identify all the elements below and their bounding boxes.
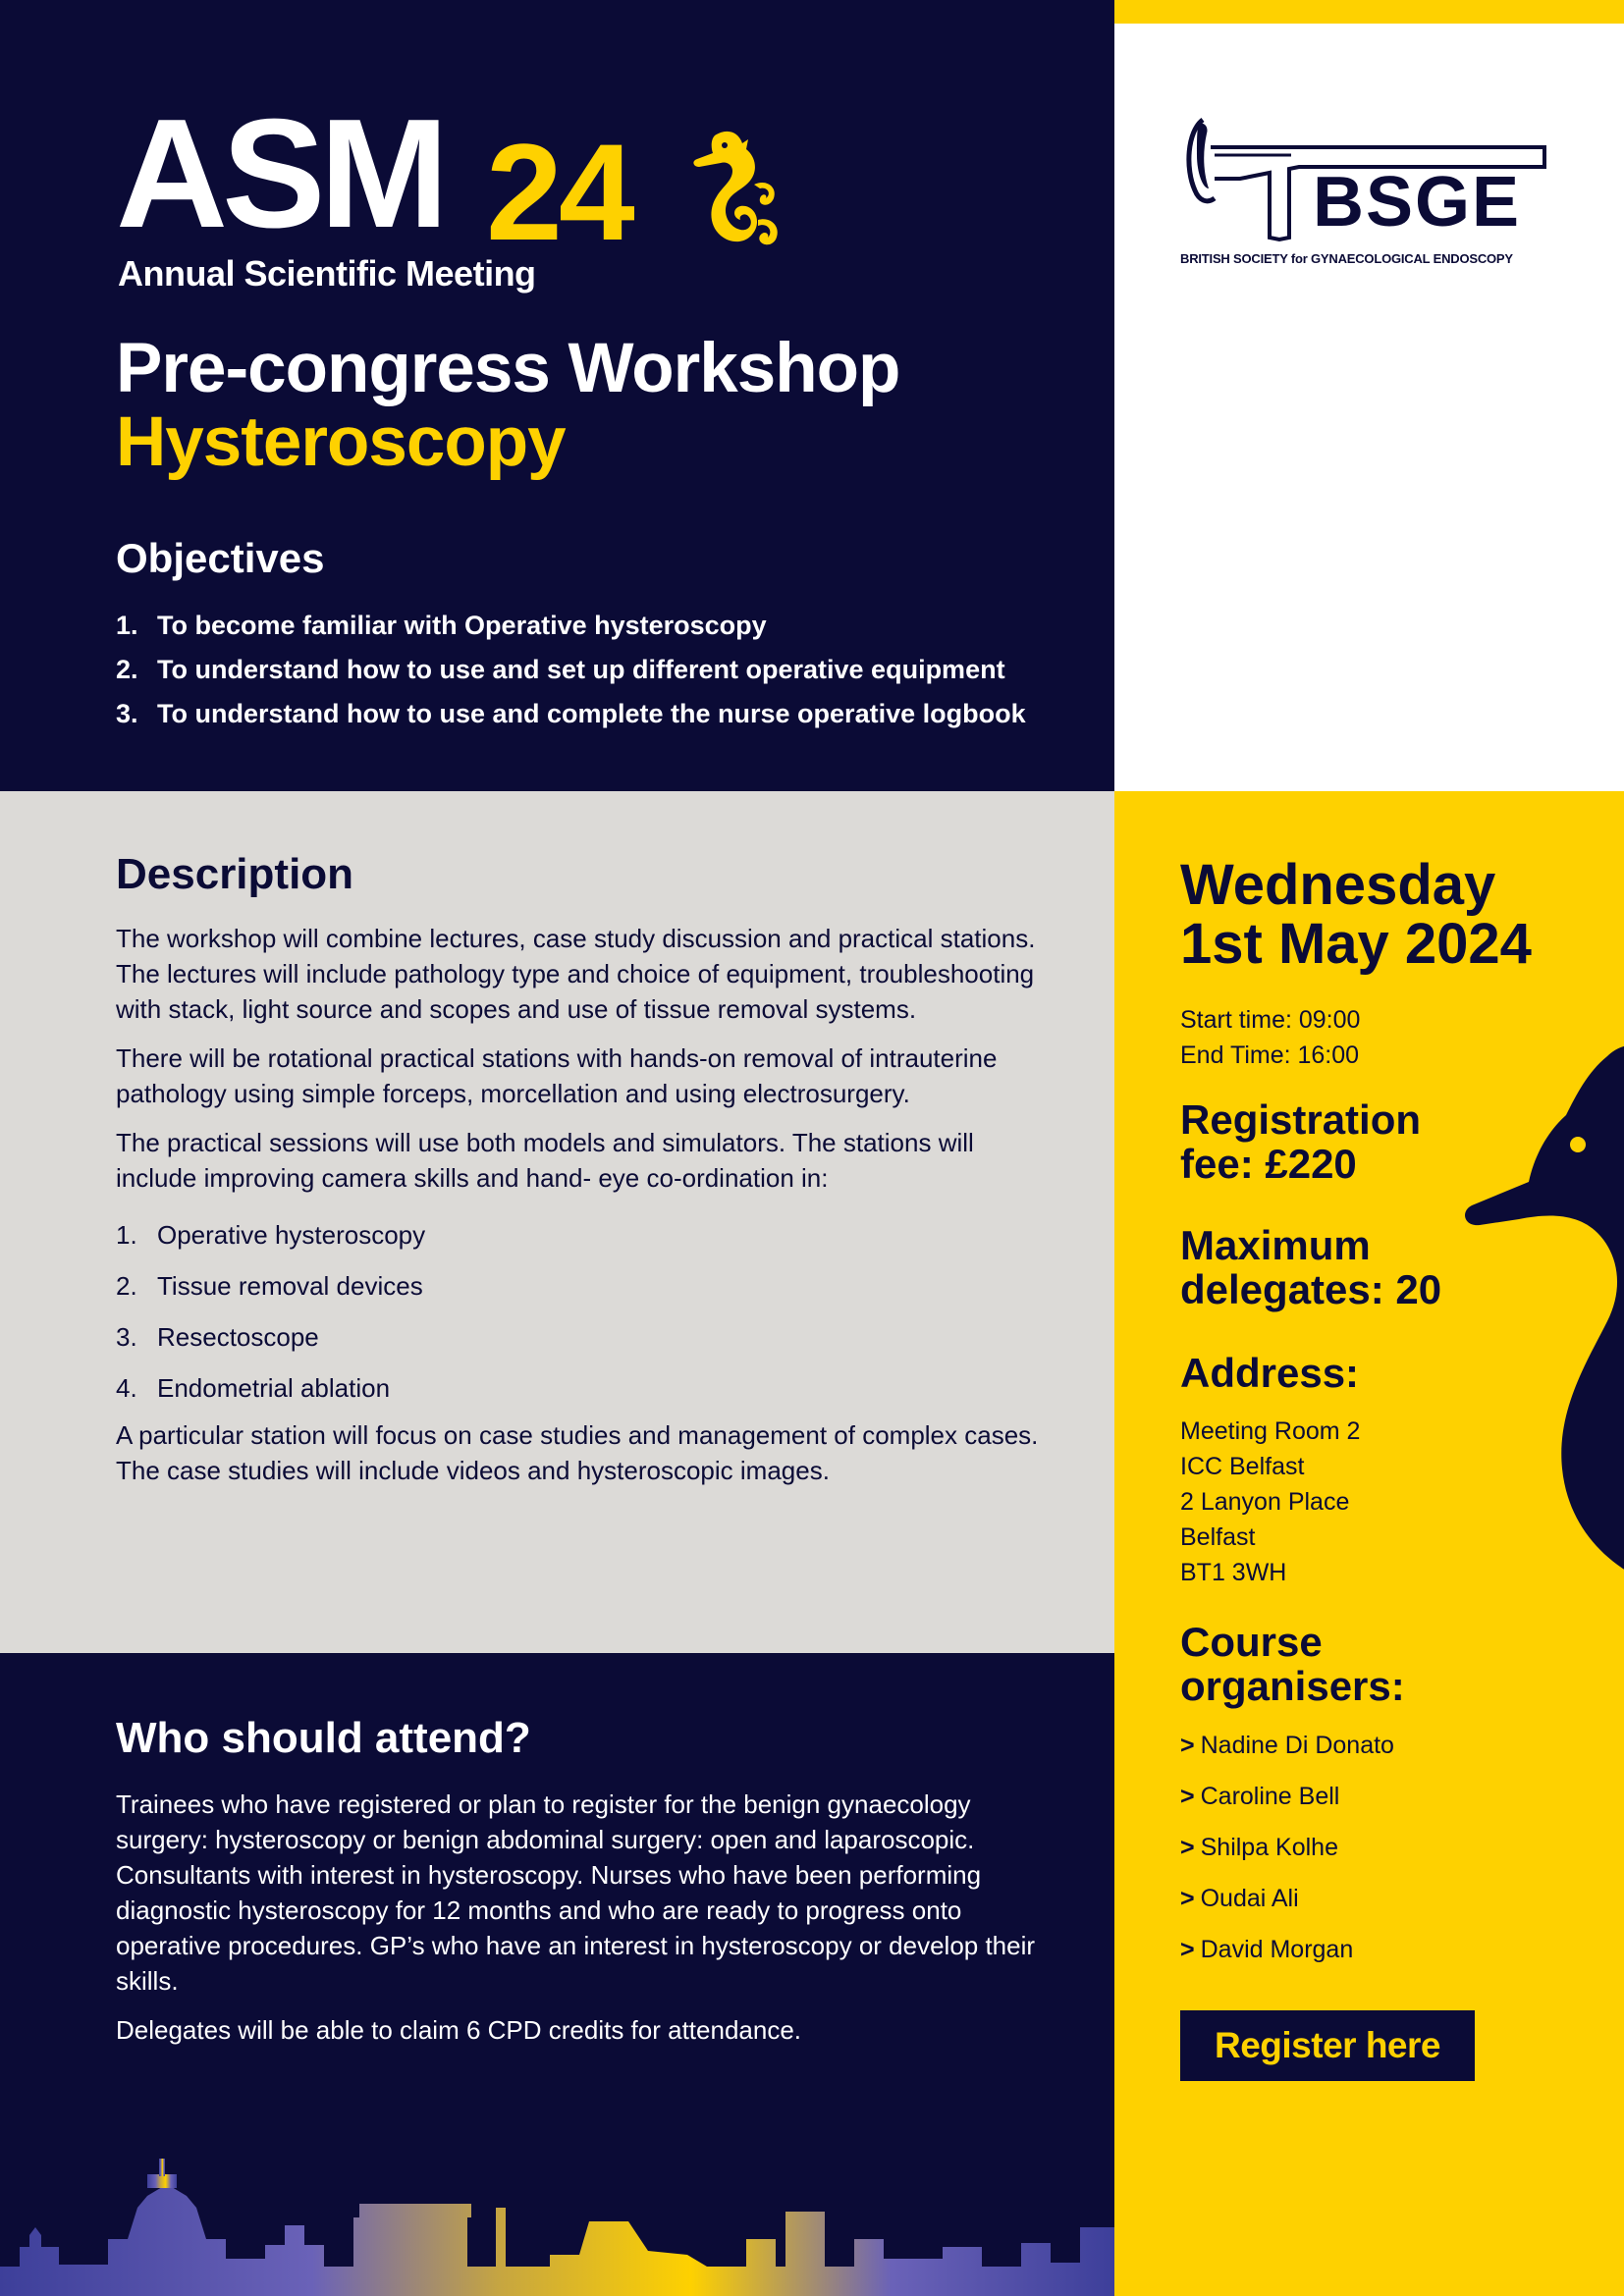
list-number: 4. — [116, 1373, 137, 1403]
description-section — [0, 791, 1114, 1653]
organiser-name: Caroline Bell — [1200, 1782, 1340, 1810]
attend-body — [116, 1787, 1058, 2061]
paragraph: Trainees who have registered or plan to register for the benign gynaecology surgery: hysteroscopy or benign abdominal surgery: open and laparoscopic. Consultants with interest in hysteroscopy. Nurses who have been performing diagnostic hysteroscopy for 12 months and who are ready to progress onto operative procedures. GP’s who have an interest in hysteroscopy or develop their skills. — [116, 1789, 1036, 1996]
list-number: 2. — [116, 1271, 137, 1301]
asm24-logo — [116, 87, 784, 302]
paragraph: The workshop will combine lectures, case study discussion and practical stations. The lectures will include pathology type and choice of equipment, troubleshooting with stack, light source and scopes and use of tissue removal systems. — [116, 924, 1036, 1024]
list-item — [116, 1260, 1058, 1311]
objectives-heading: Objectives — [116, 535, 325, 581]
belfast-skyline-illustration — [0, 2149, 1114, 2296]
organiser-name: David Morgan — [1200, 1935, 1354, 1963]
list-item — [116, 1209, 1058, 1260]
organiser-item — [1180, 1720, 1394, 1771]
event-info-panel — [1114, 791, 1624, 2296]
organiser-item — [1180, 1873, 1394, 1924]
asm-year-number: 24 — [486, 115, 631, 269]
yellow-stripe — [1114, 0, 1624, 24]
paragraph: There will be rotational practical stations with hands-on removal of intrauterine pathology using simple forceps, morcellation and using electrosurgery. — [116, 1043, 998, 1108]
organiser-item — [1180, 1822, 1394, 1873]
page-title: Pre-congress Workshop — [116, 330, 900, 407]
event-full-date: 1st May 2024 — [1180, 912, 1532, 976]
address-line: Belfast — [1180, 1523, 1256, 1551]
max-line-2: delegates: 20 — [1180, 1266, 1442, 1312]
organisers-heading-line-2: organisers: — [1180, 1663, 1405, 1709]
chevron-right-icon: > — [1180, 1782, 1195, 1810]
attend-section — [0, 1653, 1114, 2296]
bsge-letters: BSGE — [1313, 163, 1522, 241]
max-line-1: Maximum — [1180, 1222, 1371, 1268]
organiser-name: Oudai Ali — [1200, 1884, 1299, 1912]
list-item — [116, 604, 1026, 648]
list-item — [116, 692, 1026, 736]
list-text: Operative hysteroscopy — [157, 1220, 426, 1250]
event-day: Wednesday — [1180, 853, 1496, 917]
fee-line-2: fee: £220 — [1180, 1141, 1357, 1187]
page-subtitle: Hysteroscopy — [116, 403, 566, 481]
start-time: Start time: 09:00 — [1180, 1006, 1361, 1034]
list-text: To become familiar with Operative hysteroscopy — [157, 611, 767, 640]
register-button[interactable]: Register here — [1180, 2010, 1475, 2081]
list-item — [116, 1362, 1058, 1414]
list-number: 1. — [116, 1220, 137, 1250]
stations-list — [116, 1209, 1058, 1414]
hero-section — [0, 0, 1114, 791]
address-line: 2 Lanyon Place — [1180, 1488, 1350, 1516]
attend-heading: Who should attend? — [116, 1714, 531, 1762]
description-body — [116, 921, 1058, 1502]
event-date — [1180, 853, 1532, 976]
seahorse-silhouette-icon — [1460, 1037, 1624, 1586]
paragraph: Delegates will be able to claim 6 CPD credits for attendance. — [116, 2015, 802, 2045]
organiser-item — [1180, 1771, 1394, 1822]
description-heading: Description — [116, 850, 354, 898]
list-item — [116, 1311, 1058, 1362]
fee-line-1: Registration — [1180, 1096, 1422, 1143]
chevron-right-icon: > — [1180, 1731, 1195, 1759]
asm-subtitle: Annual Scientific Meeting — [118, 253, 536, 294]
list-number: 1. — [116, 611, 138, 640]
list-text: Endometrial ablation — [157, 1373, 391, 1403]
organiser-name: Nadine Di Donato — [1200, 1731, 1394, 1759]
list-item — [116, 648, 1026, 692]
registration-fee — [1180, 1097, 1421, 1186]
organisers-heading — [1180, 1620, 1405, 1708]
chevron-right-icon: > — [1180, 1884, 1195, 1912]
chevron-right-icon: > — [1180, 1833, 1195, 1861]
list-text: Resectoscope — [157, 1322, 319, 1352]
logo-panel — [1114, 0, 1624, 791]
address-line: Meeting Room 2 — [1180, 1417, 1361, 1445]
chevron-right-icon: > — [1180, 1935, 1195, 1963]
list-text: To understand how to use and complete the nurse operative logbook — [157, 699, 1026, 728]
organisers-heading-line-1: Course — [1180, 1619, 1323, 1665]
address-line: BT1 3WH — [1180, 1559, 1287, 1586]
list-number: 3. — [116, 699, 138, 728]
list-number: 3. — [116, 1322, 137, 1352]
seahorse-icon — [676, 126, 784, 283]
event-times — [1180, 1002, 1360, 1073]
organiser-name: Shilpa Kolhe — [1200, 1833, 1338, 1861]
paragraph: The practical sessions will use both models and simulators. The stations will include improving camera skills and hand- eye co-ordination in: — [116, 1128, 974, 1193]
paragraph: A particular station will focus on case studies and management of complex cases. The case studies will include videos and hysteroscopic images. — [116, 1420, 1039, 1485]
maximum-delegates — [1180, 1223, 1441, 1311]
asm-wordmark: ASM — [116, 87, 444, 260]
end-time: End Time: 16:00 — [1180, 1041, 1360, 1069]
bsge-caption: BRITISH SOCIETY for GYNAECOLOGICAL ENDOSCOPY — [1180, 251, 1513, 266]
address-heading: Address: — [1180, 1350, 1360, 1396]
list-number: 2. — [116, 655, 138, 684]
address-line: ICC Belfast — [1180, 1453, 1305, 1480]
organisers-list — [1180, 1720, 1394, 1975]
organiser-item — [1180, 1924, 1394, 1975]
objectives-list — [116, 604, 1026, 736]
address-block — [1180, 1414, 1360, 1590]
list-text: Tissue removal devices — [157, 1271, 423, 1301]
list-text: To understand how to use and set up different operative equipment — [157, 655, 1005, 684]
